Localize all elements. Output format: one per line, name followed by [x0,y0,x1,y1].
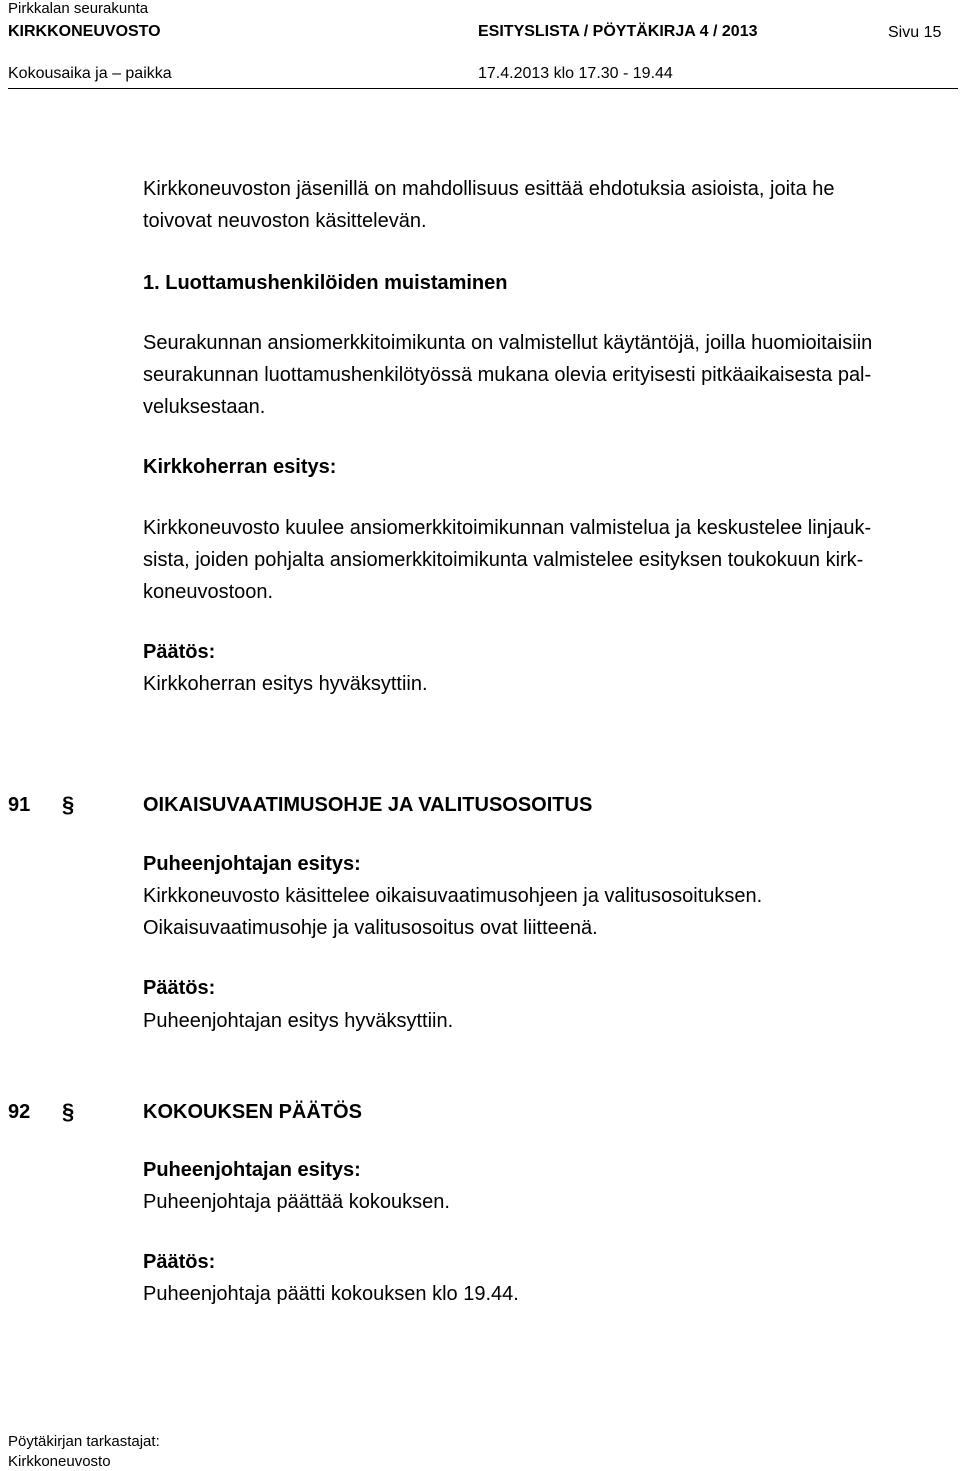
section-91-decision-text: Puheenjohtajan esitys hyväksyttiin. [143,1010,454,1032]
item1-decision-label: Päätös: [143,641,216,663]
item1-body-line-2: seurakunnan luottamushenkilötyössä mukana olevia erityisesti pitkäaikaisesta pal- [143,364,872,386]
section-91-title: OIKAISUVAATIMUSOHJE JA VALITUSOSOITUS [143,794,593,816]
section-92-decision-label: Päätös: [143,1251,216,1273]
section-92-proposal-label: Puheenjohtajan esitys: [143,1159,361,1181]
footer-reviewers-label: Pöytäkirjan tarkastajat: [8,1433,160,1450]
item1-proposal-label: Kirkkoherran esitys: [143,456,337,478]
item1-proposal-line-3: koneuvostoon. [143,581,274,603]
item1-proposal-line-2: sista, joiden pohjalta ansiomerkkitoimikunta valmistelee esityksen toukokuun kirk- [143,549,864,571]
section-92-title: KOKOUKSEN PÄÄTÖS [143,1101,362,1123]
section-92-number: 92 [8,1101,31,1123]
board-name: KIRKKONEUVOSTO [8,23,161,40]
section-91-proposal-label: Puheenjohtajan esitys: [143,853,361,875]
item1-body-line-3: veluksestaan. [143,396,266,418]
section-92-decision-text: Puheenjohtaja päätti kokouksen klo 19.44. [143,1283,519,1305]
item1-decision-text: Kirkkoherran esitys hyväksyttiin. [143,673,428,695]
footer-board-name: Kirkkoneuvosto [8,1453,111,1470]
meeting-time: 17.4.2013 klo 17.30 - 19.44 [478,65,673,82]
organization-name: Pirkkalan seurakunta [8,0,149,17]
item1-proposal-line-1: Kirkkoneuvosto kuulee ansiomerkkitoimikunnan valmistelua ja keskustelee linjauk- [143,517,872,539]
item1-body-line-1: Seurakunnan ansiomerkkitoimikunta on valmistellut käytäntöjä, joilla huomioitaisiin [143,332,873,354]
section-sign-icon: § [62,792,75,817]
section-91-proposal-line-1: Kirkkoneuvosto käsittelee oikaisuvaatimusohjeen ja valitusosoituksen. [143,885,763,907]
page-number: Sivu 15 [888,24,942,41]
section-sign-icon: § [62,1099,75,1124]
intro-line-2: toivovat neuvoston käsittelevän. [143,210,427,232]
document-title: ESITYSLISTA / PÖYTÄKIRJA 4 / 2013 [478,23,758,40]
section-91-number: 91 [8,794,31,816]
meeting-label: Kokousaika ja – paikka [8,65,172,82]
intro-line-1: Kirkkoneuvoston jäsenillä on mahdollisuus esittää ehdotuksia asioista, joita he [143,178,835,200]
header-divider [8,88,958,89]
item1-heading: 1. Luottamushenkilöiden muistaminen [143,272,508,294]
section-91-proposal-line-2: Oikaisuvaatimusohje ja valitusosoitus ovat liitteenä. [143,917,598,939]
section-91-decision-label: Päätös: [143,977,216,999]
section-92-proposal-text: Puheenjohtaja päättää kokouksen. [143,1191,450,1213]
